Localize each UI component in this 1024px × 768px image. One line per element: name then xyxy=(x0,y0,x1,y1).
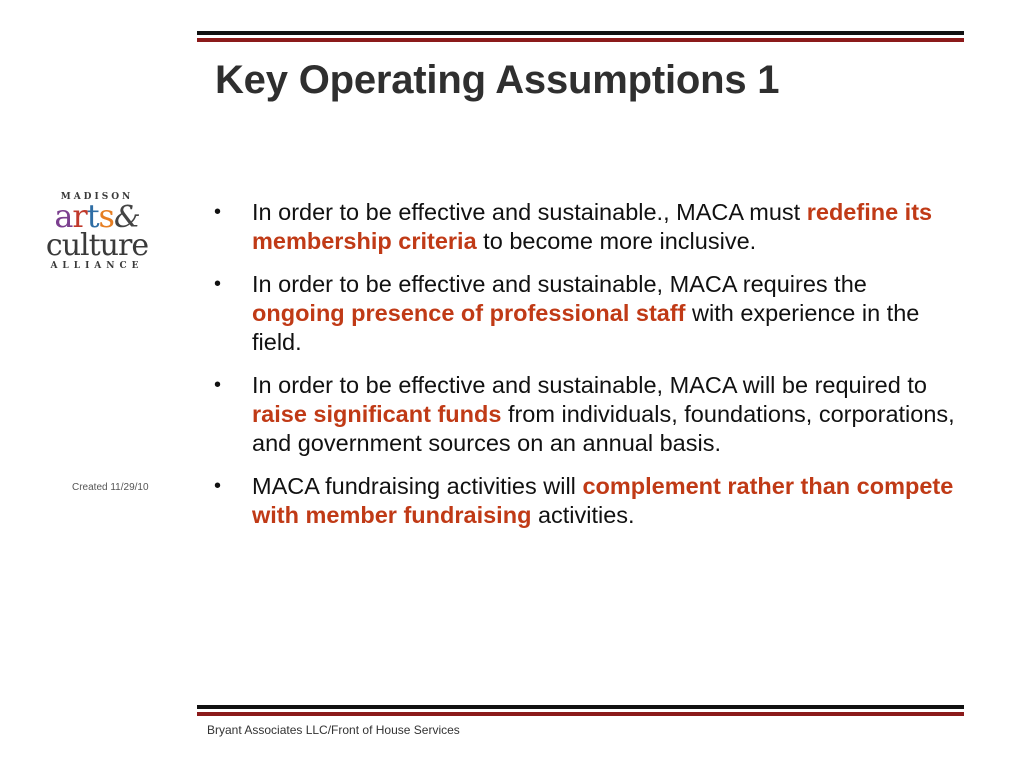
bullet-icon: • xyxy=(214,475,222,497)
madison-arts-culture-alliance-logo xyxy=(33,192,161,284)
bullet-item: • In order to be effective and sustainable, MACA requires the ongoing presence of professional staff with experience in the field. xyxy=(214,271,920,355)
logo-culture-text: culture xyxy=(45,228,149,263)
slide-title: Key Operating Assumptions 1 xyxy=(215,58,780,102)
top-divider-rule xyxy=(197,31,964,42)
logo-madison-text: MADISON xyxy=(60,192,134,202)
bullet-icon: • xyxy=(214,374,222,396)
bullet-icon: • xyxy=(214,273,222,295)
logo-alliance-text: ALLIANCE xyxy=(50,261,144,271)
highlight-text: redefine its membership criteria xyxy=(252,199,933,254)
highlight-text: ongoing presence of professional staff xyxy=(252,300,686,326)
bullet-icon: • xyxy=(214,201,222,223)
logo-arts-text: arts& xyxy=(54,197,140,235)
bullet-item: • In order to be effective and sustainable., MACA must redefine its membership criteria to become more inclusive. xyxy=(214,199,933,254)
highlight-text: complement rather than compete with member fundraising xyxy=(252,473,954,528)
bullet-item: • MACA fundraising activities will complement rather than compete with member fundraising activities. xyxy=(214,473,954,528)
bottom-divider-rule xyxy=(197,705,964,716)
created-date: Created 11/29/10 xyxy=(72,482,149,493)
bullet-list xyxy=(212,198,957,544)
footer-text: Bryant Associates LLC/Front of House Services xyxy=(207,723,460,737)
highlight-text: raise significant funds xyxy=(252,401,502,427)
bullet-item: • In order to be effective and sustainable, MACA will be required to raise significant funds from individuals, foundations, corporations, and government sources on an annual basis. xyxy=(214,372,955,456)
